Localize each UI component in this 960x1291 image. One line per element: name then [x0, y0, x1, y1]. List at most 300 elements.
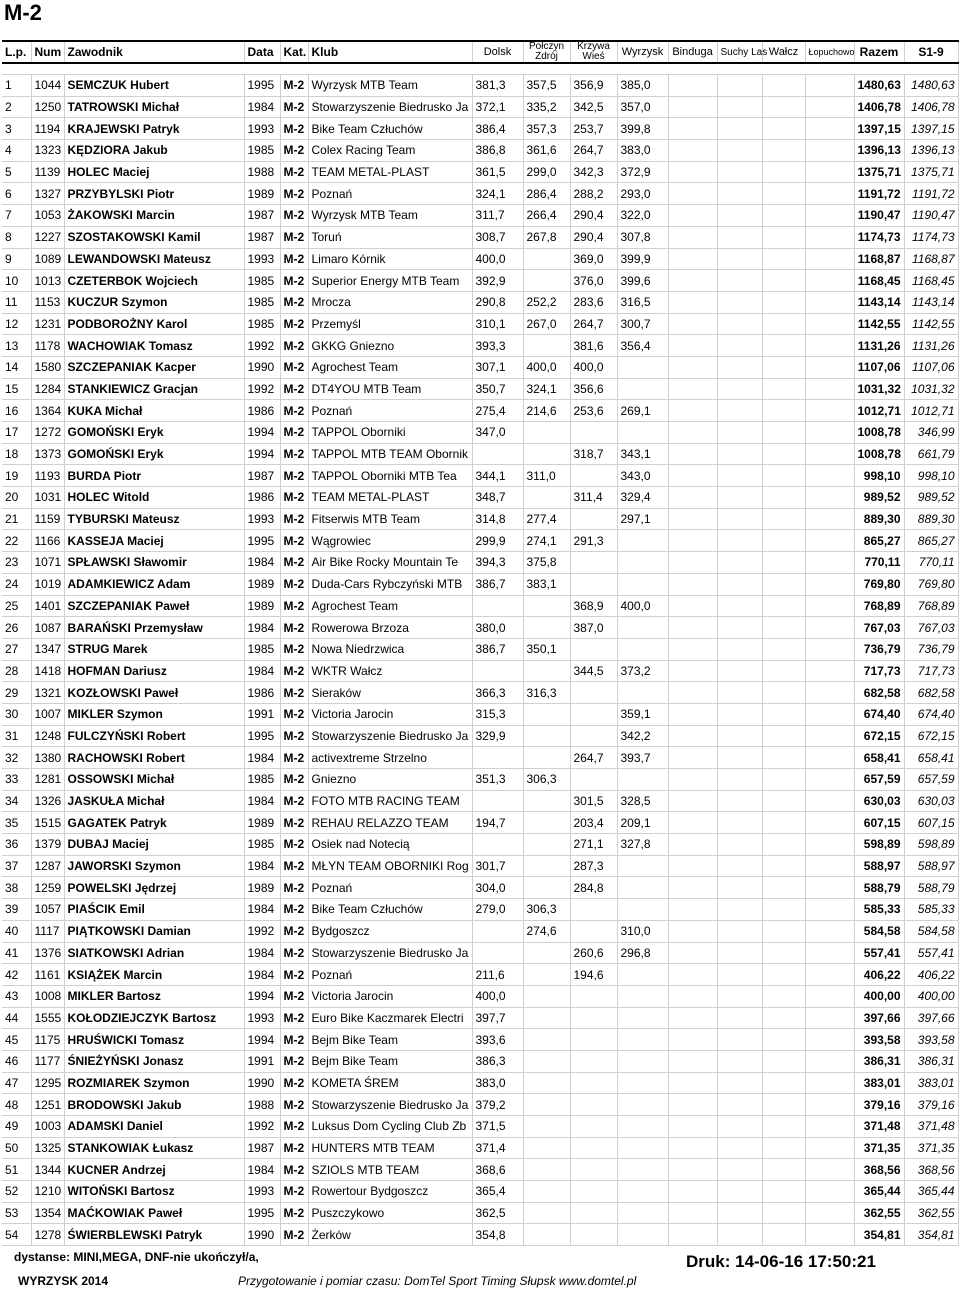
cell-lp: 22	[2, 530, 31, 552]
cell-year: 1984	[244, 552, 280, 574]
cell-num: 1354	[31, 1202, 64, 1224]
cell-polczyn	[523, 595, 570, 617]
cell-binduga	[668, 1072, 717, 1094]
cell-suchy-las	[717, 356, 762, 378]
cell-binduga	[668, 400, 717, 422]
cell-polczyn	[523, 422, 570, 444]
cell-krzywa: 318,7	[570, 443, 617, 465]
cell-suchy-las	[717, 118, 762, 140]
cell-krzywa	[570, 920, 617, 942]
cell-s19: 1168,87	[904, 248, 958, 270]
cell-name: WACHOWIAK Tomasz	[64, 335, 244, 357]
cell-walcz	[762, 1224, 805, 1246]
cell-suchy-las	[717, 1029, 762, 1051]
cell-binduga	[668, 855, 717, 877]
cell-krzywa	[570, 1094, 617, 1116]
cell-club: Victoria Jarocin	[308, 985, 472, 1007]
cell-dolsk: 371,4	[472, 1137, 523, 1159]
cell-s19: 768,89	[904, 595, 958, 617]
cell-suchy-las	[717, 400, 762, 422]
cell-category: M-2	[280, 1116, 308, 1138]
cell-lp: 12	[2, 313, 31, 335]
cell-polczyn	[523, 1137, 570, 1159]
cell-dolsk	[472, 790, 523, 812]
cell-walcz	[762, 465, 805, 487]
cell-lp: 32	[2, 747, 31, 769]
table-row	[2, 1029, 958, 1051]
cell-suchy-las	[717, 161, 762, 183]
cell-lp: 18	[2, 443, 31, 465]
cell-name: CZETERBOK Wojciech	[64, 270, 244, 292]
cell-suchy-las	[717, 313, 762, 335]
cell-walcz	[762, 1159, 805, 1181]
cell-name: PODBOROŻNY Karol	[64, 313, 244, 335]
cell-binduga	[668, 422, 717, 444]
cell-s19: 1012,71	[904, 400, 958, 422]
cell-name: KOZŁOWSKI Paweł	[64, 682, 244, 704]
header-lopuchowo: Łopuchowo	[805, 41, 854, 63]
cell-year: 1987	[244, 1137, 280, 1159]
cell-year: 1985	[244, 270, 280, 292]
cell-lopuchowo	[805, 422, 854, 444]
cell-polczyn	[523, 1029, 570, 1051]
table-row	[2, 1159, 958, 1181]
cell-lopuchowo	[805, 877, 854, 899]
cell-lp: 39	[2, 899, 31, 921]
cell-walcz	[762, 552, 805, 574]
cell-lopuchowo	[805, 855, 854, 877]
cell-s19: 588,79	[904, 877, 958, 899]
cell-razem: 657,59	[854, 769, 904, 791]
cell-category: M-2	[280, 899, 308, 921]
cell-razem: 584,58	[854, 920, 904, 942]
cell-binduga	[668, 812, 717, 834]
table-row	[2, 1072, 958, 1094]
header-polczyn: Połczyn Zdrój	[523, 41, 570, 63]
table-row	[2, 617, 958, 639]
table-row	[2, 422, 958, 444]
cell-wyrzysk: 329,4	[617, 487, 668, 509]
cell-walcz	[762, 1029, 805, 1051]
cell-s19: 1107,06	[904, 356, 958, 378]
table-row	[2, 140, 958, 162]
cell-dolsk: 381,3	[472, 75, 523, 97]
cell-year: 1985	[244, 638, 280, 660]
cell-lopuchowo	[805, 769, 854, 791]
cell-year: 1986	[244, 682, 280, 704]
cell-walcz	[762, 638, 805, 660]
cell-wyrzysk: 359,1	[617, 703, 668, 725]
cell-razem: 1375,71	[854, 161, 904, 183]
cell-name: BRODOWSKI Jakub	[64, 1094, 244, 1116]
cell-category: M-2	[280, 877, 308, 899]
cell-krzywa: 356,9	[570, 75, 617, 97]
cell-s19: 989,52	[904, 487, 958, 509]
cell-binduga	[668, 487, 717, 509]
cell-dolsk	[472, 660, 523, 682]
cell-polczyn: 357,5	[523, 75, 570, 97]
cell-club: REHAU RELAZZO TEAM	[308, 812, 472, 834]
cell-lopuchowo	[805, 617, 854, 639]
cell-dolsk: 301,7	[472, 855, 523, 877]
cell-s19: 717,73	[904, 660, 958, 682]
cell-wyrzysk	[617, 1202, 668, 1224]
cell-lopuchowo	[805, 834, 854, 856]
cell-suchy-las	[717, 595, 762, 617]
cell-lopuchowo	[805, 313, 854, 335]
cell-year: 1984	[244, 942, 280, 964]
cell-lopuchowo	[805, 270, 854, 292]
cell-binduga	[668, 573, 717, 595]
cell-dolsk: 392,9	[472, 270, 523, 292]
cell-krzywa	[570, 899, 617, 921]
cell-suchy-las	[717, 855, 762, 877]
cell-year: 1984	[244, 747, 280, 769]
header-walcz: Wałcz	[762, 41, 805, 63]
cell-dolsk: 304,0	[472, 877, 523, 899]
cell-category: M-2	[280, 487, 308, 509]
cell-binduga	[668, 378, 717, 400]
cell-name: KUCNER Andrzej	[64, 1159, 244, 1181]
cell-wyrzysk	[617, 378, 668, 400]
cell-name: PRZYBYLSKI Piotr	[64, 183, 244, 205]
cell-lp: 45	[2, 1029, 31, 1051]
cell-s19: 1174,73	[904, 226, 958, 248]
cell-binduga	[668, 183, 717, 205]
cell-club: Wyrzysk MTB Team	[308, 75, 472, 97]
cell-dolsk: 386,4	[472, 118, 523, 140]
cell-name: ADAMSKI Daniel	[64, 1116, 244, 1138]
cell-dolsk: 386,7	[472, 573, 523, 595]
cell-binduga	[668, 508, 717, 530]
cell-lp: 30	[2, 703, 31, 725]
cell-razem: 1191,72	[854, 183, 904, 205]
cell-year: 1995	[244, 1202, 280, 1224]
cell-s19: 1142,55	[904, 313, 958, 335]
cell-polczyn: 274,6	[523, 920, 570, 942]
cell-num: 1418	[31, 660, 64, 682]
cell-razem: 1107,06	[854, 356, 904, 378]
cell-razem: 630,03	[854, 790, 904, 812]
cell-s19: 1168,45	[904, 270, 958, 292]
cell-lopuchowo	[805, 118, 854, 140]
header-zawodnik: Zawodnik	[64, 41, 244, 63]
cell-walcz	[762, 964, 805, 986]
cell-category: M-2	[280, 1137, 308, 1159]
cell-category: M-2	[280, 747, 308, 769]
cell-num: 1278	[31, 1224, 64, 1246]
cell-wyrzysk	[617, 985, 668, 1007]
cell-lp: 37	[2, 855, 31, 877]
cell-wyrzysk	[617, 1159, 668, 1181]
header-data: Data	[244, 41, 280, 63]
cell-category: M-2	[280, 1007, 308, 1029]
table-row	[2, 313, 958, 335]
cell-binduga	[668, 443, 717, 465]
cell-year: 1989	[244, 183, 280, 205]
cell-polczyn: 277,4	[523, 508, 570, 530]
cell-category: M-2	[280, 790, 308, 812]
cell-wyrzysk	[617, 1224, 668, 1246]
cell-dolsk: 351,3	[472, 769, 523, 791]
cell-num: 1580	[31, 356, 64, 378]
cell-binduga	[668, 270, 717, 292]
cell-club: TEAM METAL-PLAST	[308, 161, 472, 183]
cell-binduga	[668, 140, 717, 162]
cell-category: M-2	[280, 1202, 308, 1224]
page-title: M-2	[4, 0, 42, 25]
cell-lopuchowo	[805, 1116, 854, 1138]
cell-club: Osiek nad Notecią	[308, 834, 472, 856]
cell-lp: 24	[2, 573, 31, 595]
cell-club: Bydgoszcz	[308, 920, 472, 942]
cell-lopuchowo	[805, 1007, 854, 1029]
cell-dolsk: 299,9	[472, 530, 523, 552]
cell-walcz	[762, 769, 805, 791]
cell-polczyn: 266,4	[523, 205, 570, 227]
cell-wyrzysk: 322,0	[617, 205, 668, 227]
cell-razem: 1008,78	[854, 422, 904, 444]
cell-club: Poznań	[308, 877, 472, 899]
cell-suchy-las	[717, 96, 762, 118]
cell-club: Agrochest Team	[308, 356, 472, 378]
cell-walcz	[762, 487, 805, 509]
cell-num: 1008	[31, 985, 64, 1007]
header-row	[2, 41, 958, 63]
cell-year: 1985	[244, 769, 280, 791]
cell-lp: 23	[2, 552, 31, 574]
cell-razem: 865,27	[854, 530, 904, 552]
cell-dolsk: 368,6	[472, 1159, 523, 1181]
cell-lopuchowo	[805, 660, 854, 682]
cell-dolsk: 400,0	[472, 248, 523, 270]
cell-polczyn	[523, 964, 570, 986]
cell-wyrzysk	[617, 617, 668, 639]
cell-lp: 53	[2, 1202, 31, 1224]
cell-polczyn	[523, 1072, 570, 1094]
cell-name: GAGATEK Patryk	[64, 812, 244, 834]
cell-binduga	[668, 877, 717, 899]
cell-club: Stowarzyszenie Biedrusko Ja	[308, 1094, 472, 1116]
cell-dolsk	[472, 443, 523, 465]
cell-krzywa: 253,7	[570, 118, 617, 140]
cell-wyrzysk	[617, 638, 668, 660]
cell-s19: 368,56	[904, 1159, 958, 1181]
cell-club: Poznań	[308, 964, 472, 986]
cell-suchy-las	[717, 226, 762, 248]
cell-category: M-2	[280, 942, 308, 964]
cell-dolsk: 380,0	[472, 617, 523, 639]
cell-krzywa: 387,0	[570, 617, 617, 639]
cell-binduga	[668, 899, 717, 921]
cell-razem: 998,10	[854, 465, 904, 487]
cell-s19: 1190,47	[904, 205, 958, 227]
cell-dolsk: 329,9	[472, 725, 523, 747]
cell-polczyn: 267,0	[523, 313, 570, 335]
cell-num: 1251	[31, 1094, 64, 1116]
cell-name: BARAŃSKI Przemysław	[64, 617, 244, 639]
table-row	[2, 682, 958, 704]
cell-lopuchowo	[805, 161, 854, 183]
cell-lopuchowo	[805, 942, 854, 964]
cell-category: M-2	[280, 920, 308, 942]
cell-walcz	[762, 356, 805, 378]
cell-dolsk: 386,8	[472, 140, 523, 162]
cell-wyrzysk	[617, 682, 668, 704]
cell-binduga	[668, 790, 717, 812]
cell-club: Rowerowa Brzoza	[308, 617, 472, 639]
cell-binduga	[668, 1137, 717, 1159]
cell-razem: 1012,71	[854, 400, 904, 422]
table-row	[2, 964, 958, 986]
cell-wyrzysk	[617, 877, 668, 899]
cell-club: Victoria Jarocin	[308, 703, 472, 725]
cell-s19: 672,15	[904, 725, 958, 747]
table-row	[2, 1202, 958, 1224]
cell-lp: 5	[2, 161, 31, 183]
cell-lopuchowo	[805, 378, 854, 400]
cell-lopuchowo	[805, 487, 854, 509]
cell-name: STRUG Marek	[64, 638, 244, 660]
cell-lopuchowo	[805, 899, 854, 921]
cell-s19: 1375,71	[904, 161, 958, 183]
cell-suchy-las	[717, 985, 762, 1007]
cell-suchy-las	[717, 1137, 762, 1159]
cell-razem: 386,31	[854, 1050, 904, 1072]
cell-krzywa	[570, 638, 617, 660]
cell-num: 1555	[31, 1007, 64, 1029]
cell-razem: 672,15	[854, 725, 904, 747]
cell-name: ŻAKOWSKI Marcin	[64, 205, 244, 227]
cell-binduga	[668, 617, 717, 639]
cell-krzywa	[570, 508, 617, 530]
cell-walcz	[762, 1116, 805, 1138]
cell-num: 1325	[31, 1137, 64, 1159]
cell-suchy-las	[717, 725, 762, 747]
cell-name: STANKIEWICZ Gracjan	[64, 378, 244, 400]
cell-s19: 770,11	[904, 552, 958, 574]
table-row	[2, 899, 958, 921]
results-body	[2, 63, 958, 1246]
cell-year: 1993	[244, 248, 280, 270]
cell-polczyn: 316,3	[523, 682, 570, 704]
cell-polczyn	[523, 1050, 570, 1072]
cell-polczyn: 383,1	[523, 573, 570, 595]
cell-num: 1139	[31, 161, 64, 183]
cell-s19: 585,33	[904, 899, 958, 921]
cell-polczyn: 400,0	[523, 356, 570, 378]
cell-category: M-2	[280, 313, 308, 335]
table-row	[2, 508, 958, 530]
cell-name: LEWANDOWSKI Mateusz	[64, 248, 244, 270]
cell-suchy-las	[717, 812, 762, 834]
cell-lp: 54	[2, 1224, 31, 1246]
cell-krzywa	[570, 1029, 617, 1051]
cell-year: 1986	[244, 400, 280, 422]
cell-num: 1379	[31, 834, 64, 856]
cell-year: 1991	[244, 1050, 280, 1072]
table-row	[2, 161, 958, 183]
cell-walcz	[762, 660, 805, 682]
cell-lopuchowo	[805, 96, 854, 118]
cell-s19: 365,44	[904, 1181, 958, 1203]
cell-krzywa: 311,4	[570, 487, 617, 509]
cell-lopuchowo	[805, 920, 854, 942]
cell-binduga	[668, 703, 717, 725]
cell-num: 1117	[31, 920, 64, 942]
cell-category: M-2	[280, 985, 308, 1007]
cell-year: 1989	[244, 573, 280, 595]
cell-year: 1985	[244, 834, 280, 856]
cell-category: M-2	[280, 140, 308, 162]
table-row	[2, 291, 958, 313]
header-lp: L.p.	[2, 41, 31, 63]
cell-polczyn: 299,0	[523, 161, 570, 183]
cell-club: Poznań	[308, 400, 472, 422]
header-dolsk: Dolsk	[472, 41, 523, 63]
cell-club: Puszczykowo	[308, 1202, 472, 1224]
cell-category: M-2	[280, 226, 308, 248]
header-num: Num	[31, 41, 64, 63]
cell-club: Duda-Cars Rybczyński MTB	[308, 573, 472, 595]
cell-year: 1992	[244, 335, 280, 357]
cell-walcz	[762, 1007, 805, 1029]
cell-suchy-las	[717, 638, 762, 660]
cell-club: HUNTERS MTB TEAM	[308, 1137, 472, 1159]
cell-suchy-las	[717, 1116, 762, 1138]
cell-lp: 21	[2, 508, 31, 530]
cell-dolsk: 361,5	[472, 161, 523, 183]
cell-lp: 26	[2, 617, 31, 639]
cell-year: 1994	[244, 422, 280, 444]
cell-dolsk: 310,1	[472, 313, 523, 335]
cell-walcz	[762, 812, 805, 834]
cell-suchy-las	[717, 422, 762, 444]
cell-polczyn	[523, 248, 570, 270]
cell-lopuchowo	[805, 964, 854, 986]
cell-walcz	[762, 617, 805, 639]
cell-num: 1031	[31, 487, 64, 509]
cell-wyrzysk: 293,0	[617, 183, 668, 205]
cell-name: JASKUŁA Michał	[64, 790, 244, 812]
cell-category: M-2	[280, 335, 308, 357]
cell-dolsk: 350,7	[472, 378, 523, 400]
cell-year: 1994	[244, 443, 280, 465]
table-row	[2, 573, 958, 595]
cell-dolsk: 279,0	[472, 899, 523, 921]
cell-lopuchowo	[805, 552, 854, 574]
cell-num: 1153	[31, 291, 64, 313]
cell-walcz	[762, 118, 805, 140]
cell-s19: 371,48	[904, 1116, 958, 1138]
cell-polczyn	[523, 1159, 570, 1181]
cell-club: activextreme Strzelno	[308, 747, 472, 769]
cell-num: 1177	[31, 1050, 64, 1072]
cell-wyrzysk: 356,4	[617, 335, 668, 357]
cell-year: 1987	[244, 226, 280, 248]
cell-walcz	[762, 1202, 805, 1224]
cell-num: 1347	[31, 638, 64, 660]
cell-polczyn	[523, 790, 570, 812]
cell-walcz	[762, 573, 805, 595]
cell-dolsk: 393,3	[472, 335, 523, 357]
cell-binduga	[668, 205, 717, 227]
cell-name: SEMCZUK Hubert	[64, 75, 244, 97]
cell-num: 1227	[31, 226, 64, 248]
cell-wyrzysk: 373,2	[617, 660, 668, 682]
cell-category: M-2	[280, 660, 308, 682]
table-row	[2, 834, 958, 856]
